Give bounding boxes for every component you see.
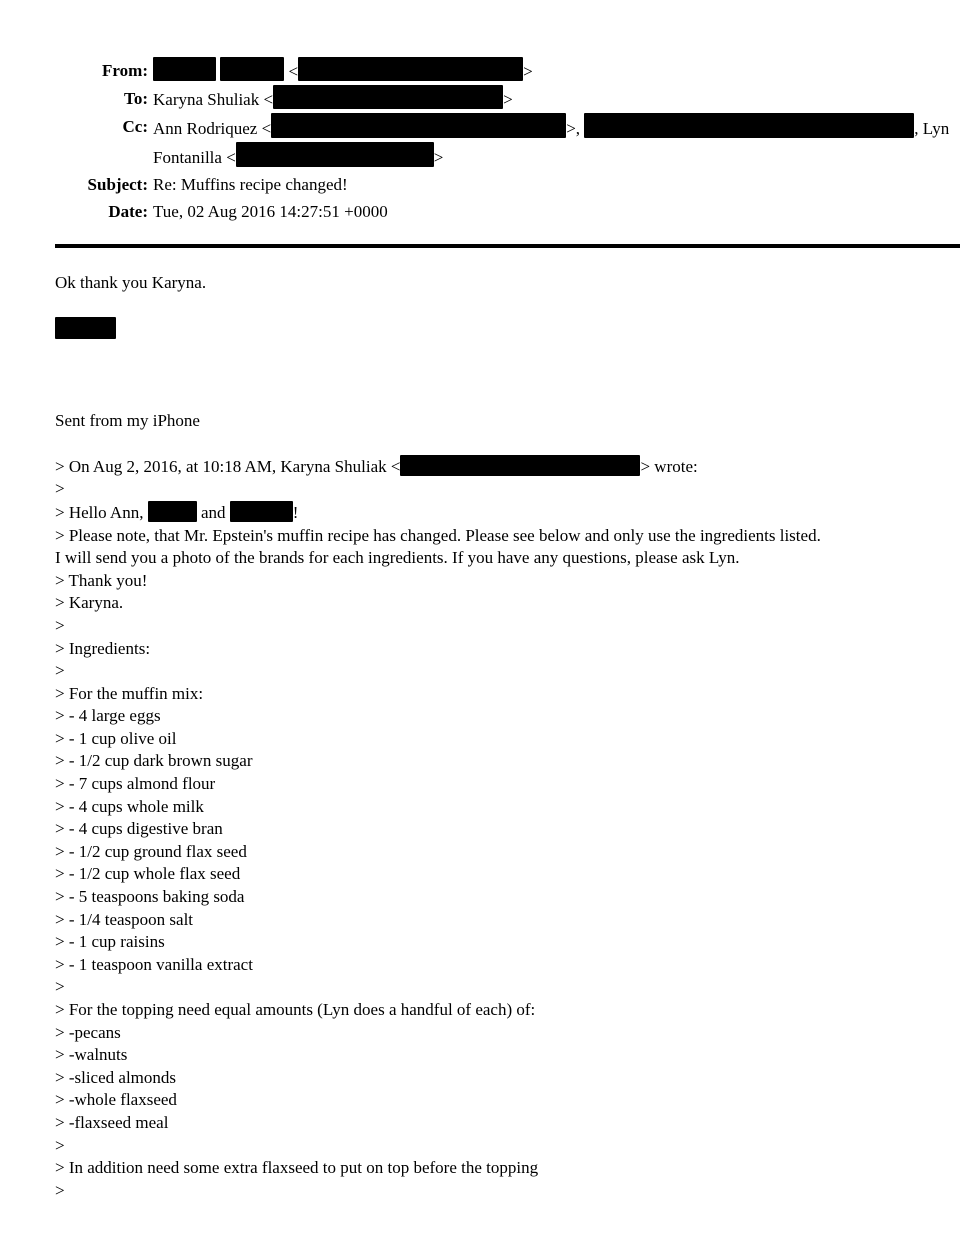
text-segment: > -walnuts	[55, 1045, 128, 1065]
redaction-bar	[230, 501, 293, 522]
body-line	[55, 638, 967, 661]
text-segment: Sent from my iPhone	[55, 410, 200, 430]
text-segment: > - 1/2 cup dark brown sugar	[55, 751, 253, 771]
body-line	[55, 976, 967, 999]
header-field-label: From:	[102, 61, 148, 80]
body-line	[55, 750, 967, 773]
header-field-row	[55, 113, 960, 171]
text-segment: > Hello Ann,	[55, 502, 148, 522]
redaction-bar	[400, 455, 640, 476]
redaction-bar	[271, 113, 566, 138]
redaction-bar	[55, 317, 116, 339]
text-segment: > wrote:	[640, 456, 698, 476]
body-line	[55, 841, 967, 864]
body-line	[55, 432, 967, 455]
header-field-label: Subject:	[87, 175, 148, 194]
header-field-value	[153, 85, 960, 113]
text-segment: Ok thank you Karyna.	[55, 273, 207, 292]
text-segment: I will send you a photo of the brands for each ingredients. If you have any questions, please ask Lyn.	[55, 548, 740, 568]
body-line	[55, 728, 967, 751]
text-segment: >	[55, 1135, 65, 1155]
body-line	[55, 931, 967, 954]
text-segment: > -whole flaxseed	[55, 1090, 177, 1110]
body-line	[55, 1022, 967, 1045]
header-field-value	[153, 171, 960, 198]
text-segment: > Please note, that Mr. Epstein's muffin recipe has changed. Please see below and only use the ingredients listed.	[55, 525, 821, 545]
email-header	[55, 57, 960, 225]
body-line	[55, 863, 967, 886]
body-line	[55, 317, 967, 342]
text-segment: > -sliced almonds	[55, 1067, 177, 1087]
text-segment: > For the topping need equal amounts (Lyn does a handful of each) of:	[55, 1000, 536, 1019]
redaction-bar	[148, 501, 197, 522]
text-segment: > On Aug 2, 2016, at 10:18 AM, Karyna Shuliak <	[55, 456, 401, 476]
text-segment: > - 5 teaspoons baking soda	[55, 887, 245, 907]
body-line	[55, 295, 967, 318]
body-line	[55, 818, 967, 841]
text-segment: Fontanilla <	[153, 148, 236, 167]
text-segment: >	[55, 661, 65, 681]
text-segment: and	[196, 502, 230, 522]
text-segment: > In addition need some extra flaxseed to put on top before the topping	[55, 1158, 539, 1178]
body-line	[55, 999, 967, 1022]
header-field-label: Cc:	[122, 117, 148, 136]
text-segment: !	[292, 502, 299, 522]
body-line	[55, 570, 967, 593]
body-line	[55, 909, 967, 932]
text-segment: <	[284, 62, 299, 81]
text-segment: > - 1/2 cup ground flax seed	[55, 841, 247, 861]
body-line	[55, 954, 967, 977]
text-segment: > - 1 cup raisins	[55, 932, 165, 952]
text-segment: > - 1/2 cup whole flax seed	[55, 864, 241, 884]
redaction-bar	[220, 57, 284, 81]
text-segment: > - 7 cups almond flour	[55, 774, 216, 794]
header-divider	[55, 244, 960, 248]
text-segment: >	[523, 62, 533, 81]
text-segment: Ann Rodriquez <	[153, 119, 272, 138]
header-field-row	[55, 57, 960, 85]
text-segment: > Thank you!	[55, 570, 148, 590]
body-line	[55, 773, 967, 796]
header-field-row	[55, 198, 960, 225]
body-line	[55, 364, 967, 387]
redaction-bar	[584, 113, 914, 138]
header-field-label: To:	[124, 89, 148, 108]
body-line	[55, 501, 967, 525]
text-segment: > Ingredients:	[55, 638, 151, 658]
redaction-bar	[273, 85, 503, 109]
text-segment: >	[503, 90, 513, 109]
email-body	[55, 272, 967, 1202]
body-line	[55, 547, 967, 570]
body-line	[55, 615, 967, 638]
body-line	[55, 1067, 967, 1090]
header-field-label: Date:	[108, 202, 148, 221]
header-field-row	[55, 171, 960, 198]
body-line	[55, 705, 967, 728]
body-line	[55, 478, 967, 501]
header-field-row	[55, 85, 960, 113]
body-line	[55, 387, 967, 410]
body-line	[55, 683, 967, 706]
body-line	[55, 660, 967, 683]
body-line	[55, 1112, 967, 1135]
header-field-value	[153, 57, 960, 85]
redaction-bar	[153, 57, 216, 81]
body-line	[55, 1157, 967, 1180]
text-segment: >	[55, 1180, 65, 1200]
text-segment: >	[55, 479, 65, 499]
text-segment: >	[55, 615, 65, 635]
body-line	[55, 1180, 967, 1203]
text-segment: > - 1 teaspoon vanilla extract	[55, 954, 253, 974]
header-field-value	[153, 113, 960, 171]
body-line	[55, 455, 967, 479]
text-segment: > - 4 cups digestive bran	[55, 819, 223, 839]
text-segment: > - 1 cup olive oil	[55, 728, 177, 748]
body-line	[55, 796, 967, 819]
text-segment: > -pecans	[55, 1022, 121, 1042]
text-segment: , Lyn	[914, 119, 950, 138]
text-segment: Re: Muffins recipe changed!	[153, 175, 348, 194]
text-segment: >,	[566, 119, 585, 138]
text-segment: > - 4 cups whole milk	[55, 796, 204, 816]
text-segment: > - 1/4 teaspoon salt	[55, 909, 194, 929]
text-segment: Tue, 02 Aug 2016 14:27:51 +0000	[153, 202, 388, 221]
body-line	[55, 886, 967, 909]
redaction-bar	[236, 142, 434, 167]
text-segment: >	[55, 977, 65, 997]
text-segment: > - 4 large eggs	[55, 706, 161, 726]
header-field-value	[153, 198, 960, 225]
body-line	[55, 410, 967, 433]
text-segment: Karyna Shuliak <	[153, 90, 274, 109]
redaction-bar	[298, 57, 523, 81]
text-segment: > Karyna.	[55, 593, 124, 613]
body-line	[55, 1135, 967, 1158]
text-segment: >	[433, 148, 444, 167]
body-line	[55, 525, 967, 548]
body-line	[55, 592, 967, 615]
text-segment: > For the muffin mix:	[55, 683, 204, 703]
body-line	[55, 1089, 967, 1112]
body-line	[55, 342, 967, 365]
body-line	[55, 272, 967, 295]
text-segment: > -flaxseed meal	[55, 1112, 169, 1132]
body-line	[55, 1044, 967, 1067]
